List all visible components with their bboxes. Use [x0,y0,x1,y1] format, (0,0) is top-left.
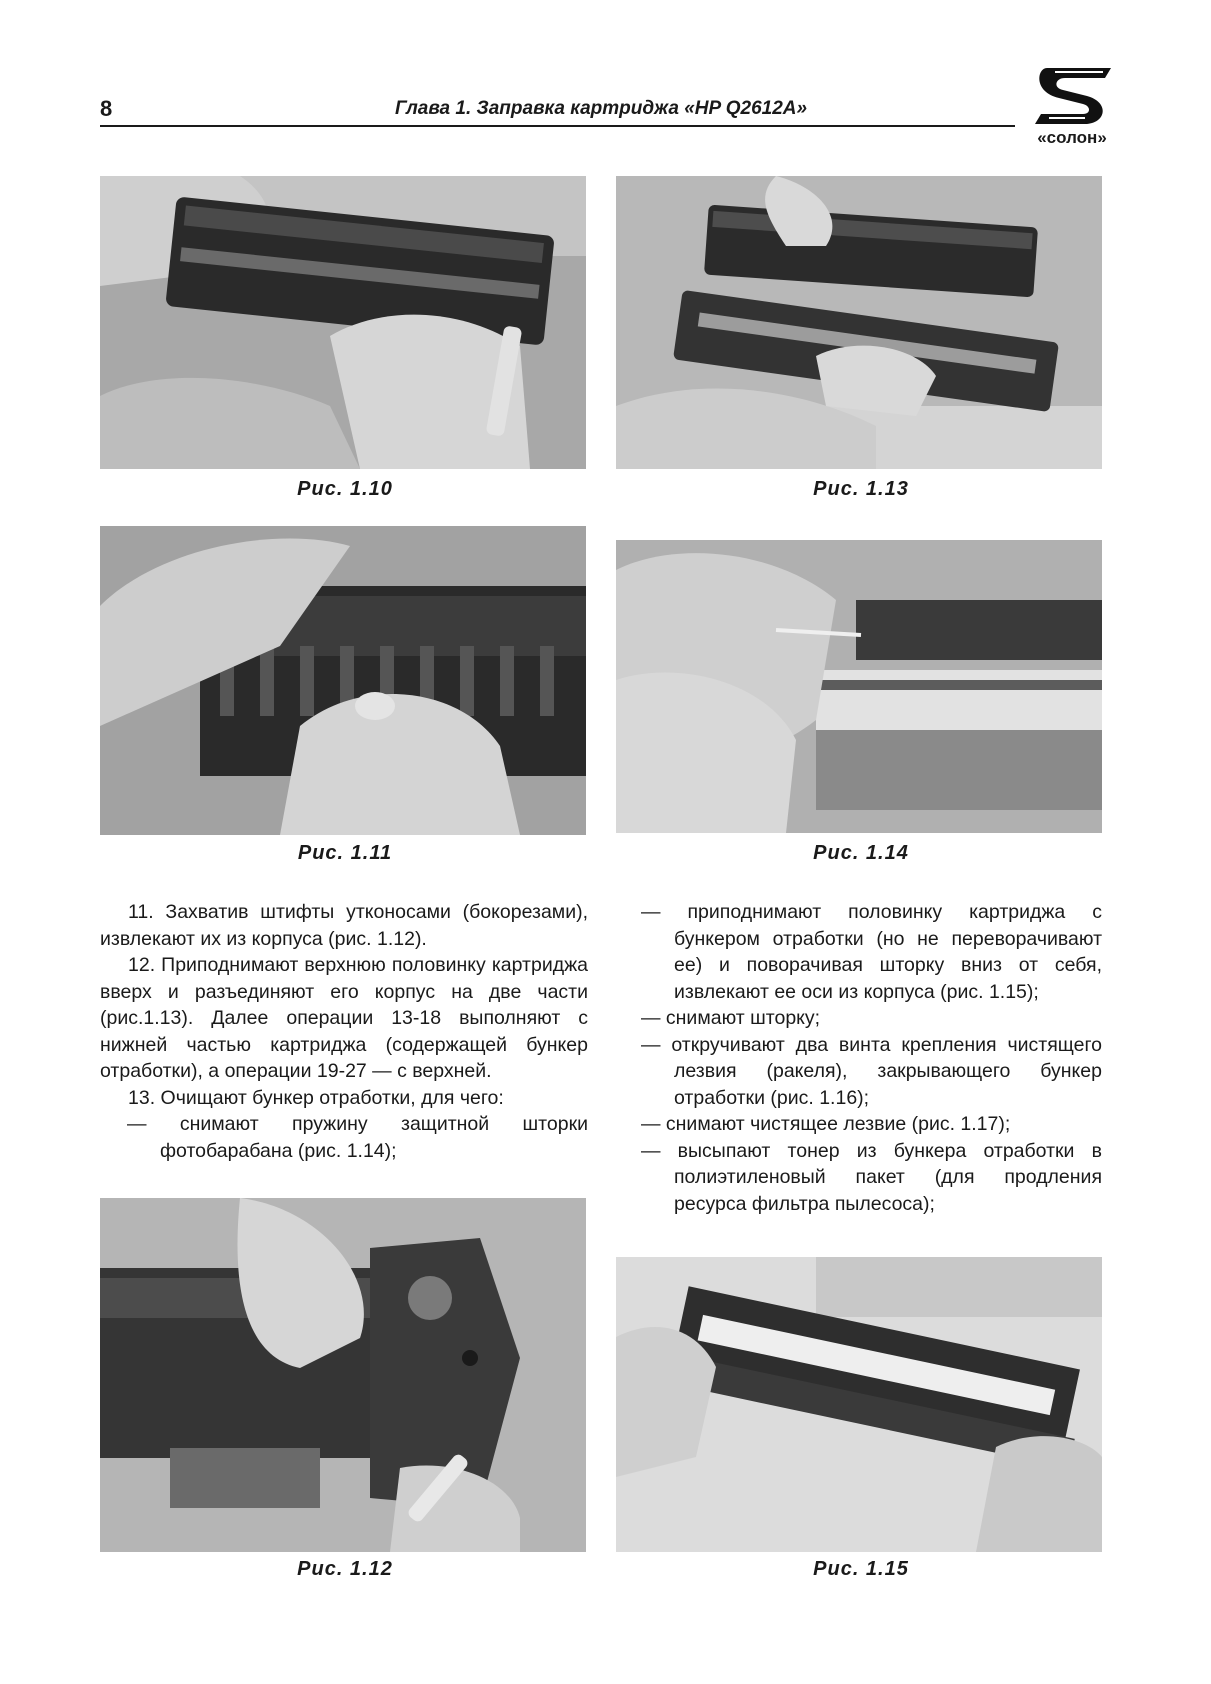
photo-fig-1-13 [616,176,1102,469]
list-item: — снимают шторку; [641,1007,821,1029]
photo-fig-1-10 [100,176,586,469]
right-text-column [641,899,1102,1217]
list-item: — приподнимают половинку картриджа с бункером отработки (но не переворачивают ее) и поворачивая шторку вниз от себя, извлекают ее оси из корпуса (рис. 1.15); [641,901,1102,1003]
paragraph-11: 11. Захватив штифты утконосами (бокорезами), извлекают их из корпуса (рис. 1.12). [100,901,588,950]
chapter-title: Глава 1. Заправка картриджа «HP Q2612A» [395,98,808,119]
paragraph-13: 13. Очищают бункер отработки, для чего: [128,1086,504,1109]
photo-fig-1-14 [616,540,1102,833]
caption-fig-1-10: Рис. 1.10 [297,478,393,500]
left-text-column [100,899,588,1164]
list-item: — снимают пружину защитной шторки фотобарабана (рис. 1.14); [127,1113,588,1162]
header-rule [100,125,1015,127]
list-item: — снимают чистящее лезвие (рис. 1.17); [641,1113,1011,1135]
list-item: — откручивают два винта крепления чистящего лезвия (ракеля), закрывающего бункер отработки (рис. 1.16); [641,1033,1102,1109]
paragraph-12: 12. Приподнимают верхнюю половинку картриджа вверх и разъединяют его корпус на две части (рис.1.13). Далее операции 13-18 выполняют с нижней частью картриджа (содержащей бункер отработки), а операции 19-27 — с верхней. [100,954,588,1082]
photo-fig-1-12 [100,1198,586,1552]
caption-fig-1-11: Рис. 1.11 [297,842,393,864]
list-item: — высыпают тонер из бункера отработки в полиэтиленовый пакет (для продления ресурса фильтра пылесоса); [641,1139,1102,1215]
page-number: 8 [100,96,113,121]
caption-fig-1-14: Рис. 1.14 [813,842,909,864]
publisher-logo-text: «солон» [1037,128,1107,147]
caption-fig-1-13: Рис. 1.13 [813,478,909,500]
photo-fig-1-11 [100,526,586,835]
photo-fig-1-15 [616,1257,1102,1552]
caption-fig-1-12: Рис. 1.12 [297,1558,393,1580]
caption-fig-1-15: Рис. 1.15 [813,1558,909,1580]
